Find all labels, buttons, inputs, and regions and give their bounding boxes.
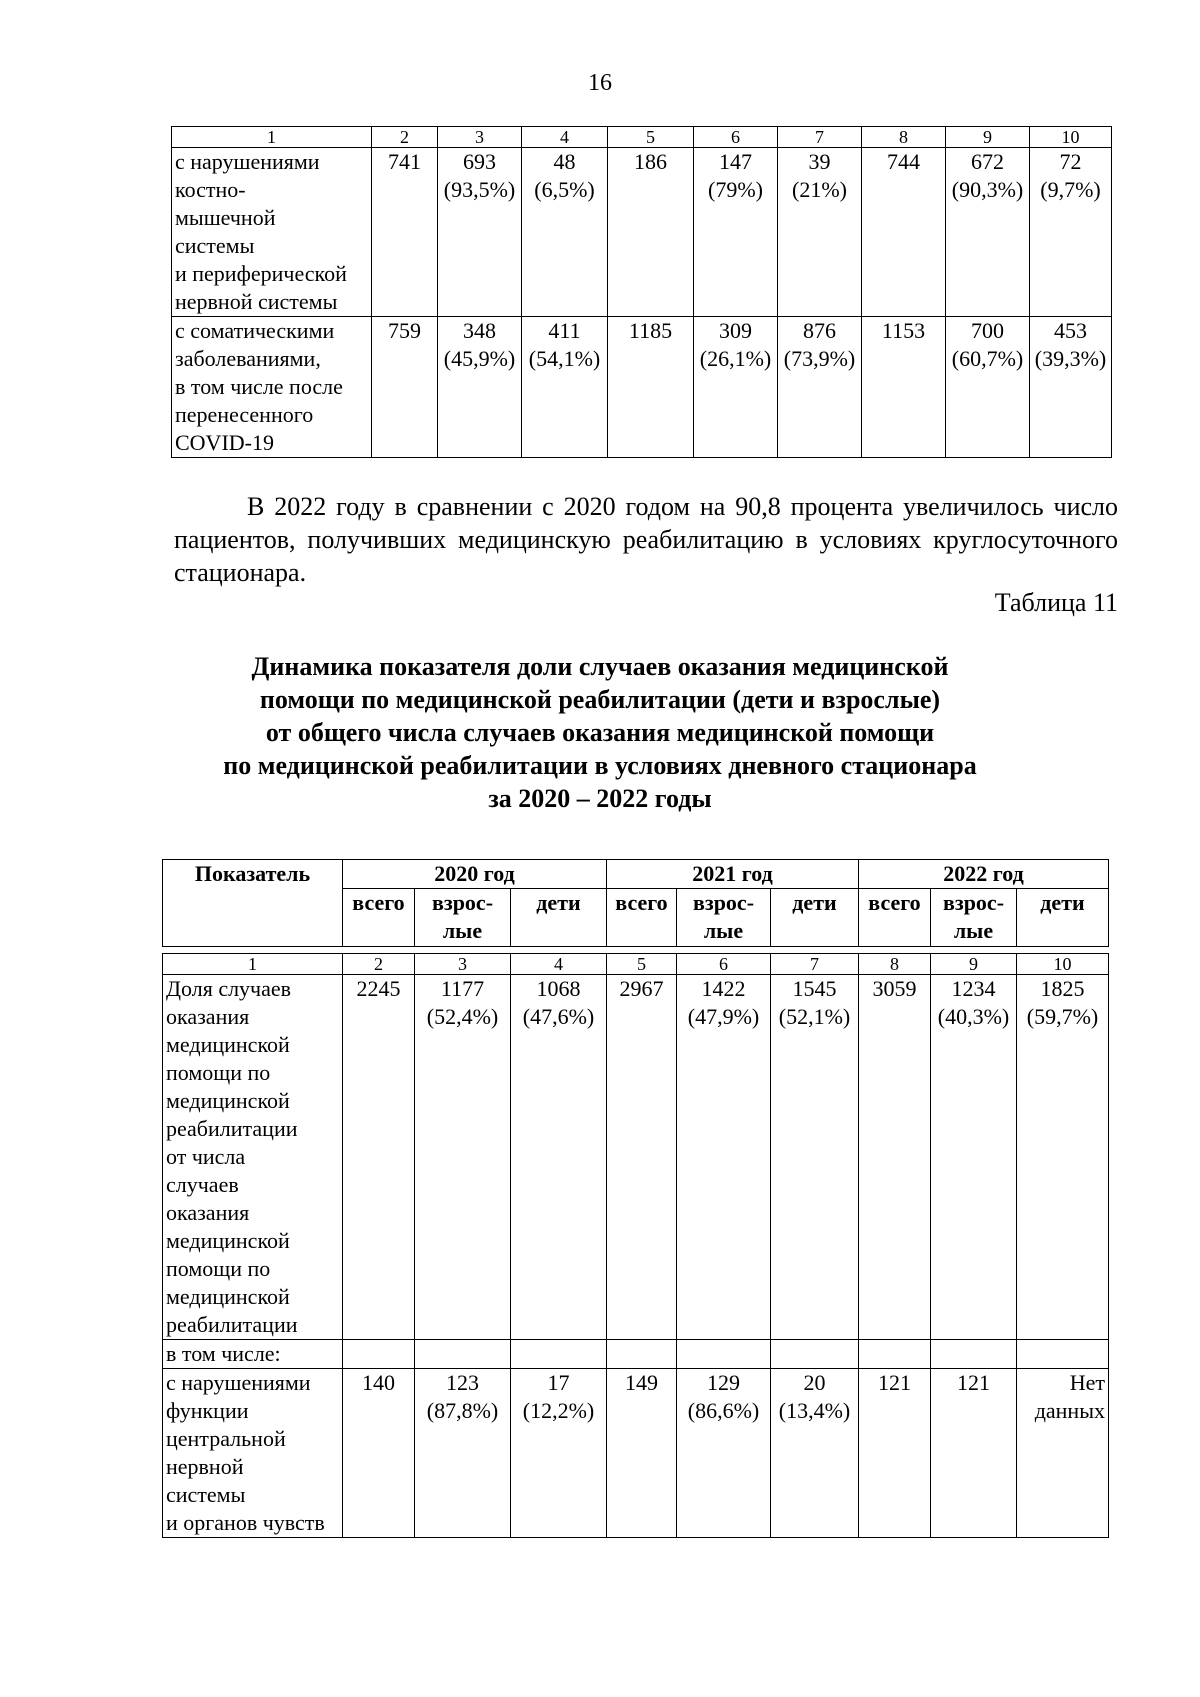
body-paragraph — [174, 490, 1118, 589]
cell: 1153 — [862, 317, 946, 458]
cell: 693 (93,5%) — [438, 148, 522, 317]
colnum: 3 — [415, 954, 511, 975]
cell: 348 (45,9%) — [438, 317, 522, 458]
cell: 48 (6,5%) — [522, 148, 608, 317]
colnum: 4 — [522, 127, 608, 148]
cell: 72 (9,7%) — [1030, 148, 1112, 317]
cell: 700 (60,7%) — [946, 317, 1030, 458]
row-label: с нарушениями костно- мышечной системы и периферической нервной системы — [172, 148, 372, 317]
header-children: дети — [511, 889, 607, 947]
table-number: Таблица 11 — [994, 588, 1118, 617]
cell — [771, 1340, 859, 1369]
cell — [677, 1340, 771, 1369]
colnum: 10 — [1030, 127, 1112, 148]
colnum: 1 — [163, 954, 343, 975]
title-line: помощи по медицинской реабилитации (дети и взрослые) — [259, 685, 941, 714]
cell: 1068 (47,6%) — [511, 975, 607, 1340]
cell: 1177 (52,4%) — [415, 975, 511, 1340]
table-title — [0, 650, 1200, 815]
cell — [931, 1340, 1017, 1369]
column-number-row — [172, 127, 1112, 148]
colnum: 6 — [694, 127, 778, 148]
colnum: 4 — [511, 954, 607, 975]
cell: 309 (26,1%) — [694, 317, 778, 458]
cell: 147 (79%) — [694, 148, 778, 317]
cell: 1234 (40,3%) — [931, 975, 1017, 1340]
colnum: 7 — [778, 127, 862, 148]
colnum: 8 — [859, 954, 931, 975]
cell: 39 (21%) — [778, 148, 862, 317]
cell — [343, 1340, 415, 1369]
cell: 129 (86,6%) — [677, 1369, 771, 1538]
cell: 1545 (52,1%) — [771, 975, 859, 1340]
cell: 744 — [862, 148, 946, 317]
table-row — [163, 1369, 1109, 1538]
cell: 453 (39,3%) — [1030, 317, 1112, 458]
header-adults: взрос- лые — [677, 889, 771, 947]
title-line: от общего числа случаев оказания медицинской помощи — [265, 718, 935, 747]
row-label: Доля случаев оказания медицинской помощи по медицинской реабилитации от числа случаев оказания медицинской помощи по медицинской реабилитации — [163, 975, 343, 1340]
header-year-2021: 2021 год — [607, 860, 859, 889]
cell: 3059 — [859, 975, 931, 1340]
page-number: 16 — [588, 70, 612, 96]
cell: 759 — [372, 317, 438, 458]
colnum: 2 — [372, 127, 438, 148]
colnum: 10 — [1017, 954, 1109, 975]
colnum: 5 — [607, 954, 677, 975]
cell: 20 (13,4%) — [771, 1369, 859, 1538]
table-11 — [162, 859, 1109, 1538]
table-continuation — [171, 126, 1112, 458]
cell — [415, 1340, 511, 1369]
colnum: 7 — [771, 954, 859, 975]
cell: 1422 (47,9%) — [677, 975, 771, 1340]
cell: 1185 — [608, 317, 694, 458]
cell: 2245 — [343, 975, 415, 1340]
header-children: дети — [771, 889, 859, 947]
row-label: в том числе: — [163, 1340, 343, 1369]
cell — [859, 1340, 931, 1369]
title-line: Динамика показателя доли случаев оказания медицинской — [251, 652, 949, 681]
cell — [607, 1340, 677, 1369]
spacer-row — [163, 947, 1109, 954]
header-adults: взрос- лые — [415, 889, 511, 947]
cell: 411 (54,1%) — [522, 317, 608, 458]
cell: 2967 — [607, 975, 677, 1340]
cell: 1825 (59,7%) — [1017, 975, 1109, 1340]
colnum: 8 — [862, 127, 946, 148]
table-row — [163, 975, 1109, 1340]
title-line: по медицинской реабилитации в условиях дневного стационара — [223, 751, 977, 780]
cell: Нет данных — [1017, 1369, 1109, 1538]
cell: 672 (90,3%) — [946, 148, 1030, 317]
cell: 186 — [608, 148, 694, 317]
header-indicator: Показатель — [163, 860, 343, 947]
header-total: всего — [343, 889, 415, 947]
cell: 149 — [607, 1369, 677, 1538]
colnum: 9 — [931, 954, 1017, 975]
colnum: 3 — [438, 127, 522, 148]
cell: 121 — [859, 1369, 931, 1538]
colnum: 5 — [608, 127, 694, 148]
cell — [1017, 1340, 1109, 1369]
header-adults: взрос- лые — [931, 889, 1017, 947]
cell — [511, 1340, 607, 1369]
header-row-years — [163, 860, 1109, 889]
paragraph-text: В 2022 году в сравнении с 2020 годом на 90,8 процента увеличилось число пациентов, получивших медицинскую реабилитацию в условиях круглосуточного стационара. — [174, 492, 1118, 587]
header-year-2022: 2022 год — [859, 860, 1109, 889]
colnum: 9 — [946, 127, 1030, 148]
header-year-2020: 2020 год — [343, 860, 607, 889]
cell: 123 (87,8%) — [415, 1369, 511, 1538]
colnum: 1 — [172, 127, 372, 148]
title-line: за 2020 – 2022 годы — [488, 784, 712, 813]
header-total: всего — [607, 889, 677, 947]
colnum: 6 — [677, 954, 771, 975]
header-children: дети — [1017, 889, 1109, 947]
colnum: 2 — [343, 954, 415, 975]
row-label: с нарушениями функции центральной нервной системы и органов чувств — [163, 1369, 343, 1538]
table-row — [163, 1340, 1109, 1369]
column-number-row — [163, 954, 1109, 975]
cell: 876 (73,9%) — [778, 317, 862, 458]
table-row — [172, 148, 1112, 317]
cell: 121 — [931, 1369, 1017, 1538]
header-total: всего — [859, 889, 931, 947]
cell: 741 — [372, 148, 438, 317]
cell: 17 (12,2%) — [511, 1369, 607, 1538]
spacer — [163, 947, 1109, 954]
cell: 140 — [343, 1369, 415, 1538]
row-label: с соматическими заболеваниями, в том числе после перенесенного COVID-19 — [172, 317, 372, 458]
table-row — [172, 317, 1112, 458]
